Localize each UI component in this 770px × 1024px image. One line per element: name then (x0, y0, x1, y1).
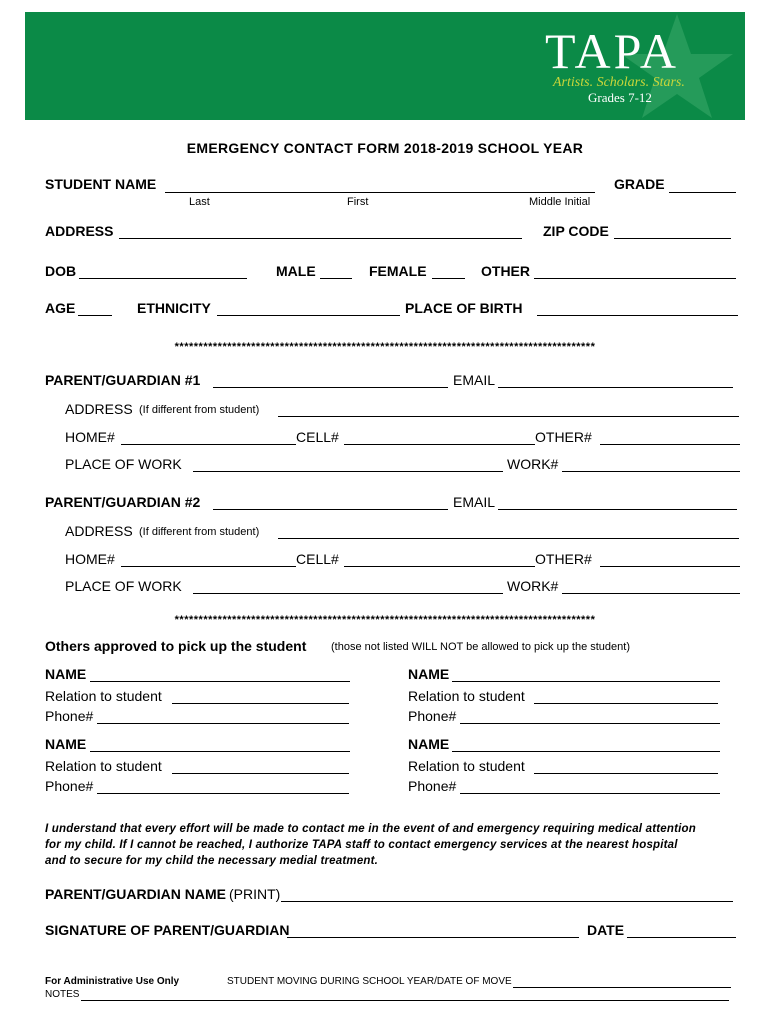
pickup1-phone-field[interactable] (97, 723, 349, 724)
pickup-heading: Others approved to pick up the student (45, 638, 307, 654)
guardian2-label: PARENT/GUARDIAN #2 (45, 494, 201, 510)
guardian2-email-field[interactable] (498, 509, 737, 510)
guardian1-other-label: OTHER# (535, 429, 592, 445)
pickup-note: (those not listed WILL NOT be allowed to pick up the student) (331, 641, 630, 653)
pickup4-name-label: NAME (408, 736, 450, 752)
guardian2-work-label: WORK# (507, 578, 559, 594)
notes-label: NOTES (45, 989, 80, 1000)
guardian2-address-label: ADDRESS (65, 523, 133, 539)
logo-grades: Grades 7-12 (588, 90, 652, 105)
last-hint: Last (189, 196, 210, 208)
first-hint: First (347, 196, 369, 208)
ethnicity-field[interactable] (217, 315, 400, 316)
guardian1-address-note: (If different from student) (139, 404, 260, 416)
address-label: ADDRESS (45, 223, 114, 239)
age-label: AGE (45, 300, 76, 316)
signature-field[interactable] (287, 937, 579, 938)
pickup1-phone-label: Phone# (45, 708, 94, 724)
guardian2-home-field[interactable] (121, 566, 296, 567)
pickup2-phone-label: Phone# (408, 708, 457, 724)
form-title: EMERGENCY CONTACT FORM 2018-2019 SCHOOL YEAR (186, 140, 584, 156)
guardian2-work-place-field[interactable] (193, 593, 503, 594)
guardian1-home-field[interactable] (121, 444, 296, 445)
signature-label: SIGNATURE OF PARENT/GUARDIAN (45, 922, 290, 938)
separator-stars: **************************************************************************************** (174, 341, 596, 353)
guardian1-work-field[interactable] (562, 471, 740, 472)
pickup2-name-field[interactable] (452, 681, 720, 682)
admin-use-label: For Administrative Use Only (45, 976, 180, 987)
dob-label: DOB (45, 263, 77, 279)
guardian1-work-place-field[interactable] (193, 471, 503, 472)
guardian2-name-field[interactable] (213, 509, 448, 510)
pickup3-name-label: NAME (45, 736, 87, 752)
guardian1-work-place-label: PLACE OF WORK (65, 456, 182, 472)
zip-code-label: ZIP CODE (543, 223, 609, 239)
other-label: OTHER (481, 263, 530, 279)
pickup4-relation-label: Relation to student (408, 758, 525, 774)
place-of-birth-field[interactable] (537, 315, 738, 316)
guardian1-cell-field[interactable] (344, 444, 535, 445)
pickup1-name-field[interactable] (90, 681, 350, 682)
pickup3-name-field[interactable] (90, 751, 350, 752)
pickup2-relation-label: Relation to student (408, 688, 525, 704)
pickup1-relation-label: Relation to student (45, 688, 162, 704)
guardian1-email-label: EMAIL (453, 372, 496, 388)
student-name-label: STUDENT NAME (45, 176, 157, 192)
male-label: MALE (276, 263, 316, 279)
consent-line-1: I understand that every effort will be made to contact me in the event of and emergency requiring medical attention (45, 823, 696, 835)
guardian-print-name-label: PARENT/GUARDIAN NAME (45, 886, 226, 902)
guardian2-address-note: (If different from student) (139, 526, 260, 538)
pickup2-name-label: NAME (408, 666, 450, 682)
guardian1-cell-label: CELL# (296, 429, 339, 445)
logo-tagline: Artists. Scholars. Stars. (553, 75, 685, 90)
pickup4-phone-field[interactable] (460, 793, 720, 794)
guardian1-home-label: HOME# (65, 429, 115, 445)
guardian1-work-label: WORK# (507, 456, 559, 472)
moving-label: STUDENT MOVING DURING SCHOOL YEAR/DATE OF MOVE (227, 976, 512, 987)
pickup3-phone-field[interactable] (97, 793, 349, 794)
ethnicity-label: ETHNICITY (137, 300, 211, 316)
pickup3-relation-field[interactable] (172, 773, 349, 774)
female-label: FEMALE (369, 263, 427, 279)
grade-label: GRADE (614, 176, 665, 192)
consent-line-2: for my child. If I cannot be reached, I authorize TAPA staff to contact emergency services at the nearest hospital (45, 839, 678, 851)
guardian-print-name-field[interactable] (281, 901, 733, 902)
guardian2-email-label: EMAIL (453, 494, 496, 510)
guardian1-name-field[interactable] (213, 387, 448, 388)
pickup1-name-label: NAME (45, 666, 87, 682)
pickup4-relation-field[interactable] (534, 773, 718, 774)
dob-field[interactable] (79, 278, 247, 279)
guardian1-label: PARENT/GUARDIAN #1 (45, 372, 201, 388)
guardian1-email-field[interactable] (498, 387, 733, 388)
place-of-birth-label: PLACE OF BIRTH (405, 300, 523, 316)
pickup3-relation-label: Relation to student (45, 758, 162, 774)
separator-stars: **************************************************************************************** (174, 614, 596, 626)
guardian2-cell-field[interactable] (344, 566, 535, 567)
pickup3-phone-label: Phone# (45, 778, 94, 794)
logo-wordmark: TAPA (545, 23, 679, 79)
zip-code-field[interactable] (614, 238, 731, 239)
moving-field[interactable] (513, 987, 731, 988)
age-field[interactable] (78, 315, 112, 316)
other-field[interactable] (534, 278, 736, 279)
grade-field[interactable] (669, 192, 736, 193)
pickup2-relation-field[interactable] (534, 703, 718, 704)
student-name-field[interactable] (165, 192, 595, 193)
female-field[interactable] (432, 278, 465, 279)
guardian2-other-label: OTHER# (535, 551, 592, 567)
male-field[interactable] (320, 278, 352, 279)
date-label: DATE (587, 922, 625, 938)
guardian2-address-field[interactable] (278, 538, 739, 539)
pickup4-name-field[interactable] (452, 751, 720, 752)
pickup4-phone-label: Phone# (408, 778, 457, 794)
guardian2-work-place-label: PLACE OF WORK (65, 578, 182, 594)
guardian1-other-field[interactable] (600, 444, 740, 445)
date-field[interactable] (627, 937, 736, 938)
pickup1-relation-field[interactable] (172, 703, 349, 704)
consent-line-3: and to secure for my child the necessary medial treatment. (45, 855, 379, 867)
notes-field[interactable] (81, 1000, 729, 1001)
address-field[interactable] (119, 238, 522, 239)
pickup2-phone-field[interactable] (460, 723, 720, 724)
guardian2-work-field[interactable] (562, 593, 740, 594)
guardian2-cell-label: CELL# (296, 551, 339, 567)
guardian1-address-field[interactable] (278, 416, 739, 417)
guardian2-home-label: HOME# (65, 551, 115, 567)
print-label: (PRINT) (229, 886, 281, 902)
guardian2-other-field[interactable] (600, 566, 740, 567)
guardian1-address-label: ADDRESS (65, 401, 133, 417)
middle-initial-hint: Middle Initial (529, 196, 591, 208)
